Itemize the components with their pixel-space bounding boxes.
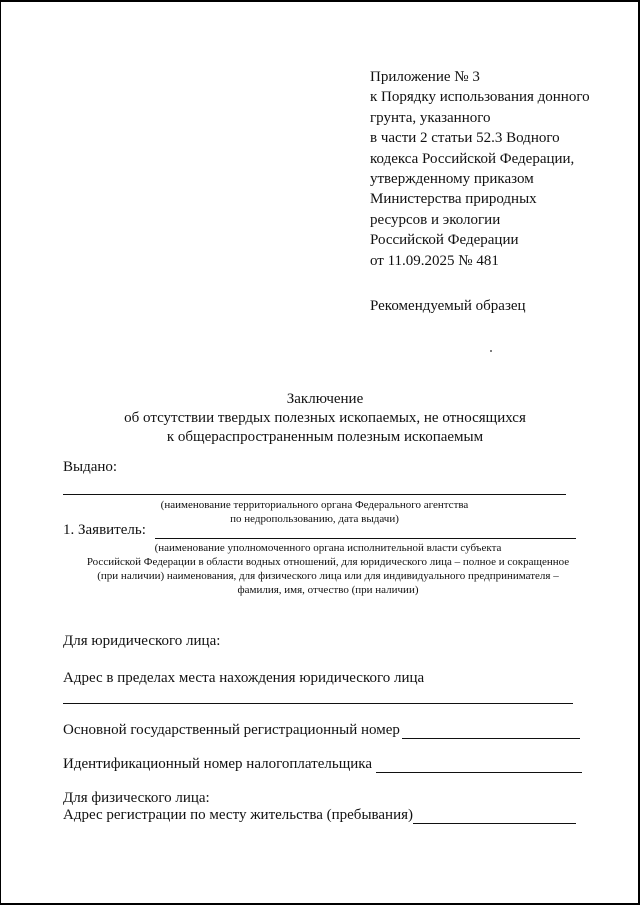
page-border-left: [0, 0, 1, 905]
issued-note-line: по недропользованию, дата выдачи): [230, 513, 399, 525]
title-line: Заключение: [286, 391, 364, 407]
applicant-note-line: фамилия, имя, отчество (при наличии): [237, 584, 419, 596]
applicant-note-line: Российской Федерации в области водных отношений, для юридического лица – полное и сокращенное: [86, 556, 570, 568]
inn-fill-line[interactable]: [376, 772, 582, 773]
ogrn-label: Основной государственный регистрационный номер: [63, 722, 400, 738]
issued-label: Выдано:: [63, 459, 118, 475]
individual-heading: Для физического лица:: [63, 790, 210, 806]
title-line: к общераспространенным полезным ископаемым: [166, 429, 484, 445]
legal-entity-heading: Для юридического лица:: [63, 633, 221, 649]
appendix-line: к Порядку использования донного: [370, 89, 590, 106]
appendix-line: от 11.09.2025 № 481: [370, 252, 499, 269]
appendix-line: ресурсов и экологии: [370, 211, 501, 228]
legal-address-label: Адрес в пределах места нахождения юридического лица: [63, 670, 425, 686]
appendix-line: в части 2 статьи 52.3 Водного: [370, 130, 560, 147]
appendix-line: Российской Федерации: [370, 232, 519, 249]
individual-address-fill-line[interactable]: [413, 823, 576, 824]
individual-address-label: Адрес регистрации по месту жительства (пребывания): [63, 807, 414, 823]
sample-label: Рекомендуемый образец: [370, 298, 526, 314]
document-title: [60, 390, 590, 447]
appendix-line: кодекса Российской Федерации,: [370, 150, 575, 167]
appendix-header: [370, 67, 610, 271]
applicant-note-line: (при наличии) наименования, для физического лица или для индивидуального предпринимателя –: [97, 570, 559, 582]
applicant-note-line: (наименование уполномоченного органа исполнительной власти субъекта: [154, 542, 502, 554]
page-border-top: [0, 0, 640, 2]
scan-speck: [490, 350, 492, 352]
inn-label: Идентификационный номер налогоплательщика: [63, 756, 373, 772]
appendix-line: утвержденному приказом: [370, 171, 534, 188]
appendix-line: Приложение № 3: [370, 69, 480, 85]
ogrn-fill-line[interactable]: [402, 738, 580, 739]
appendix-line: Министерства природных: [370, 191, 537, 208]
issued-fill-line[interactable]: [63, 494, 566, 495]
applicant-fill-line[interactable]: [155, 538, 576, 539]
legal-address-fill-line[interactable]: [63, 703, 573, 704]
applicant-label: 1. Заявитель:: [63, 522, 146, 538]
title-line: об отсутствии твердых полезных ископаемых, не относящихся: [124, 410, 526, 426]
appendix-line: грунта, указанного: [370, 109, 491, 126]
applicant-note: [63, 541, 593, 597]
issued-note-line: (наименование территориального органа Федерального агентства: [160, 499, 469, 511]
